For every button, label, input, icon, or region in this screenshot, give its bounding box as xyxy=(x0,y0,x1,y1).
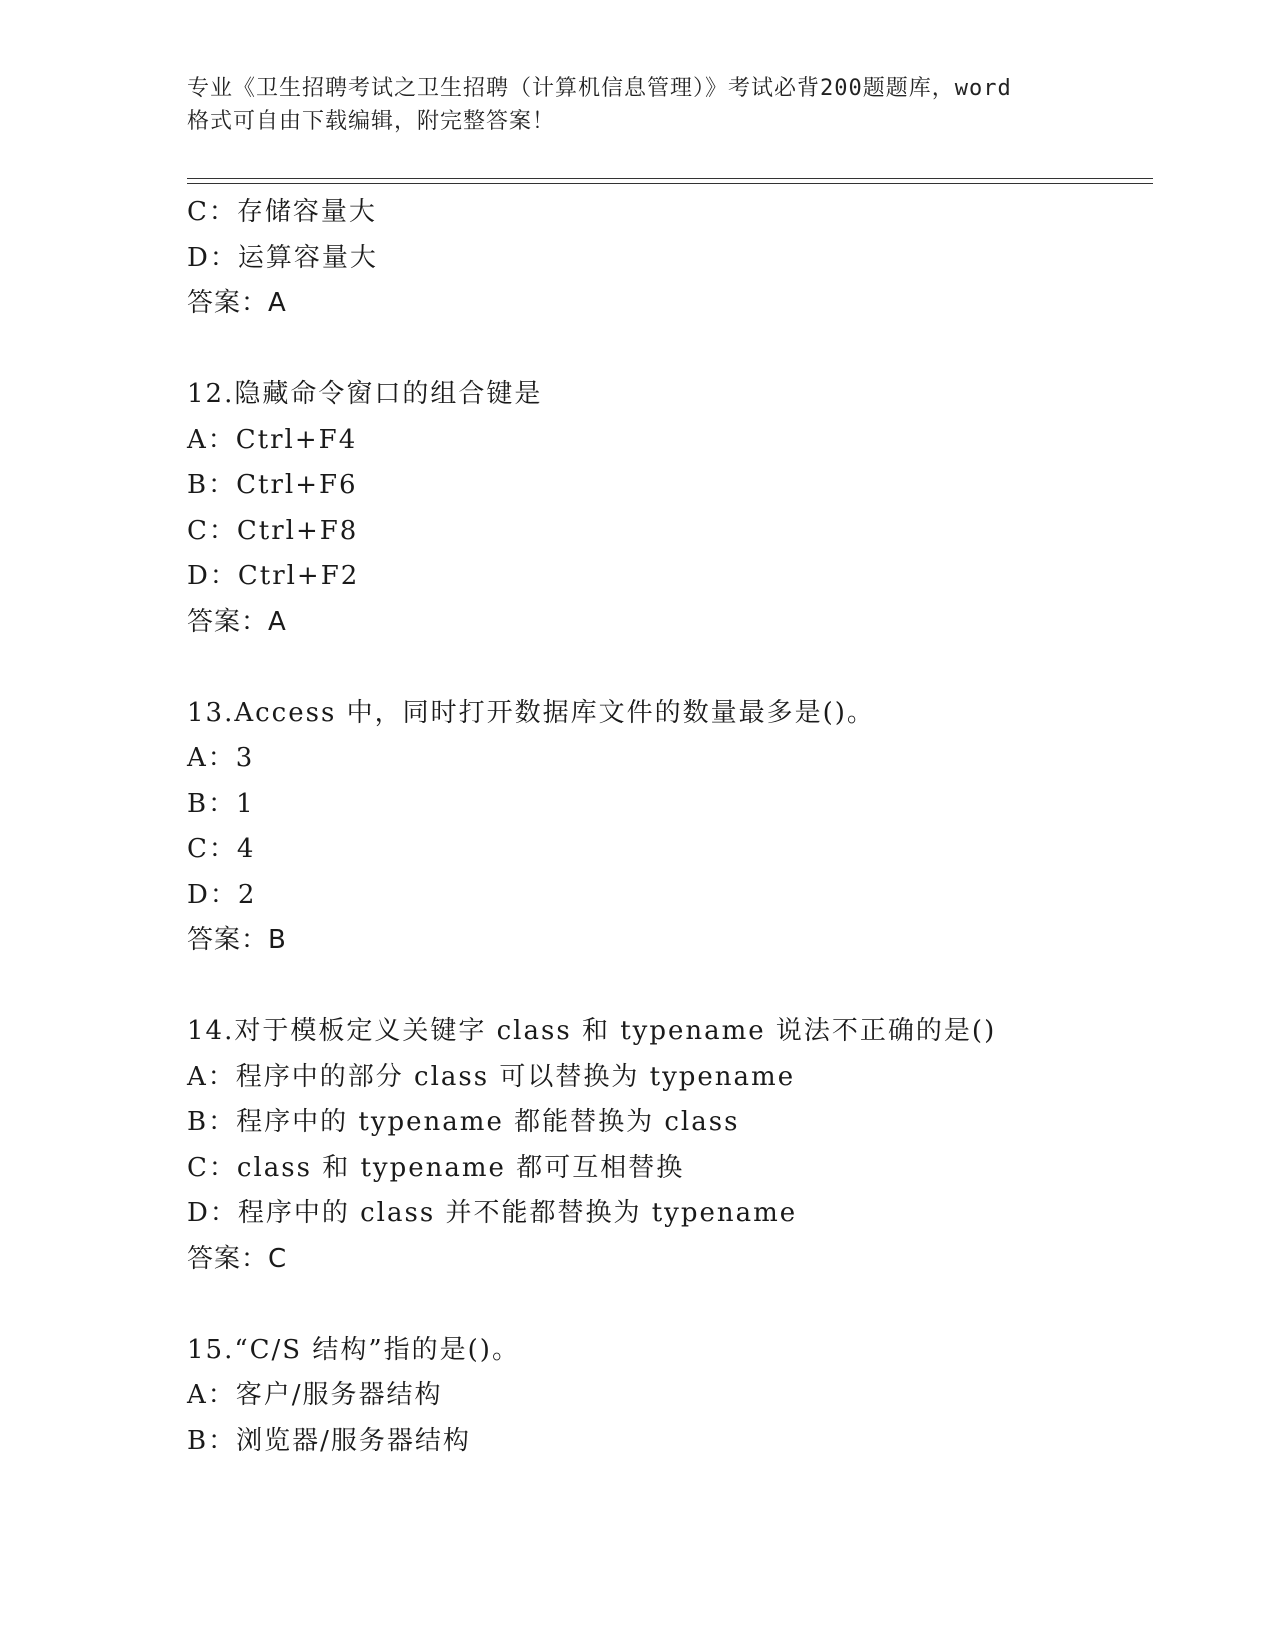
header-line-1: 专业《卫生招聘考试之卫生招聘（计算机信息管理）》考试必背200题题库，word xyxy=(187,76,1012,101)
option-line: A：程序中的部分 class 可以替换为 typename xyxy=(187,1061,796,1092)
header-line-2: 格式可自由下载编辑，附完整答案！ xyxy=(187,109,556,134)
answer-line: 答案：A xyxy=(187,606,287,637)
header-rule-top xyxy=(187,178,1153,179)
option-line: B：1 xyxy=(187,788,255,819)
question-list xyxy=(187,190,1147,1464)
option-line: D：程序中的 class 并不能都替换为 typename xyxy=(187,1198,798,1228)
spacer xyxy=(187,1282,1147,1328)
question-line: 12.隐藏命令窗口的组合键是 xyxy=(187,379,543,409)
option-line: C：class 和 typename 都可互相替换 xyxy=(187,1152,685,1183)
question-line: 15.“C/S 结构”指的是()。 xyxy=(187,1334,520,1365)
document-header xyxy=(187,72,1087,138)
option-line: C：Ctrl+F8 xyxy=(187,515,359,546)
spacer xyxy=(187,964,1147,1010)
header-rule-bottom xyxy=(187,183,1153,184)
option-line: C：4 xyxy=(187,834,256,864)
answer-line: 答案：A xyxy=(187,288,287,318)
option-line: A：客户/服务器结构 xyxy=(187,1380,443,1410)
spacer xyxy=(187,327,1147,373)
option-line: D：Ctrl+F2 xyxy=(187,561,360,591)
question-line: 14.对于模板定义关键字 class 和 typename 说法不正确的是() xyxy=(187,1016,997,1046)
option-line: A：3 xyxy=(187,743,255,773)
option-line: B：Ctrl+F6 xyxy=(187,470,358,500)
option-line: D：运算容量大 xyxy=(187,242,378,273)
option-line: B：浏览器/服务器结构 xyxy=(187,1425,471,1456)
option-line: B：程序中的 typename 都能替换为 class xyxy=(187,1107,740,1137)
option-line: D：2 xyxy=(187,879,257,910)
answer-line: 答案：B xyxy=(187,925,287,955)
option-line: A：Ctrl+F4 xyxy=(187,424,358,455)
spacer xyxy=(187,645,1147,691)
answer-line: 答案：C xyxy=(187,1243,288,1274)
option-line: C：存储容量大 xyxy=(187,197,377,227)
question-line: 13.Access 中，同时打开数据库文件的数量最多是()。 xyxy=(187,697,875,728)
